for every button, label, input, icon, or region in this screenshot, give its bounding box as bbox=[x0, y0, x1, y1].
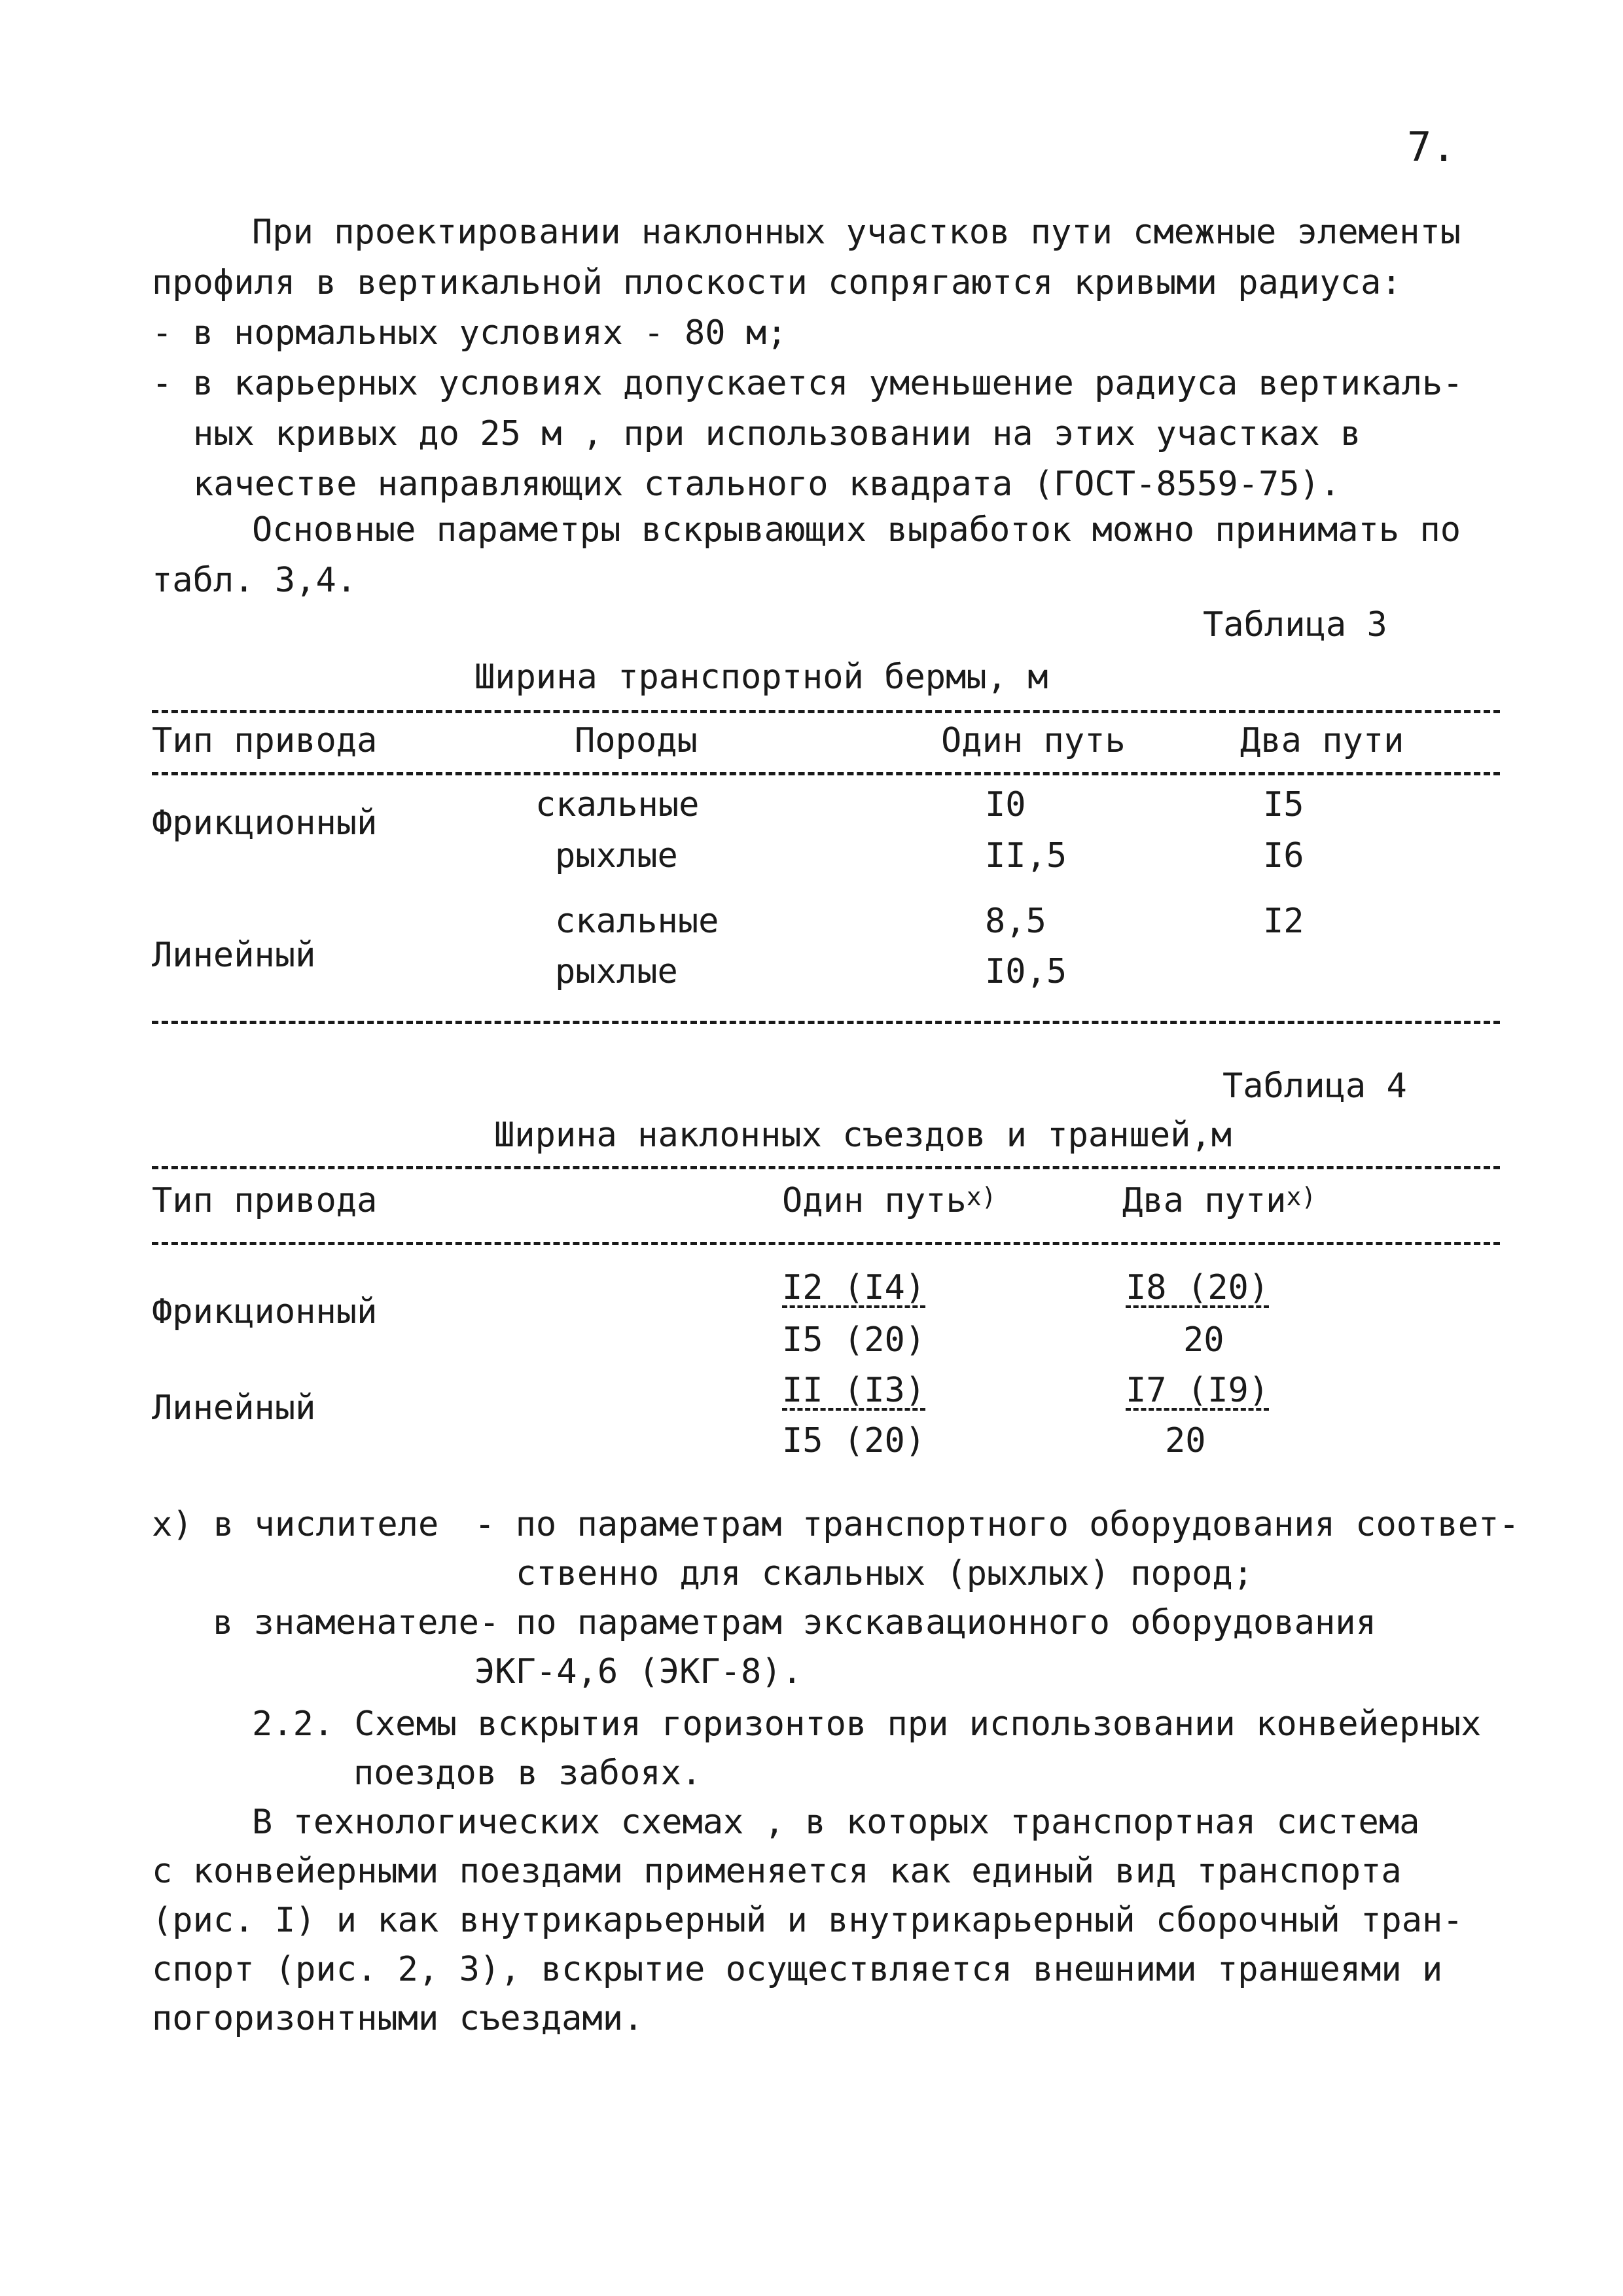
section-para-line-5: погоризонтными съездами. bbox=[152, 1999, 644, 2038]
table4-header-drive: Тип привода bbox=[152, 1181, 378, 1220]
table3-cell-rock: скальные bbox=[555, 902, 719, 941]
section-para-line-3: (рис. I) и как внутрикарьерный и внутрикарьерный сборочный тран- bbox=[152, 1901, 1463, 1940]
table4-two-denominator: 20 bbox=[1183, 1320, 1224, 1360]
intro-bullet-2-line-2: ных кривых до 25 м , при использовании на этих участках в bbox=[193, 414, 1361, 453]
table3-cell-two: I5 bbox=[1263, 785, 1304, 824]
table4-top-rule bbox=[152, 1166, 1500, 1169]
table3-drive-linear: Линейный bbox=[152, 936, 316, 975]
table3-drive-friction: Фрикционный bbox=[152, 804, 378, 843]
section-heading-line-2: поездов в забоях. bbox=[353, 1754, 702, 1793]
table4-label: Таблица 4 bbox=[1222, 1067, 1407, 1106]
table3-header-drive: Тип привода bbox=[152, 721, 378, 760]
intro-bullet-2-line-1: - в карьерных условиях допускается уменьшение радиуса вертикаль- bbox=[152, 364, 1463, 403]
footnote-mark: x) bbox=[1286, 1182, 1317, 1211]
table3-title: Ширина транспортной бермы, м bbox=[474, 658, 1048, 697]
table4-one-numerator: II (I3) bbox=[782, 1371, 926, 1410]
intro-para-2-line-1: Основные параметры вскрывающих выработок можно принимать по bbox=[252, 510, 1461, 550]
page-number: 7. bbox=[1407, 123, 1456, 171]
footnote-numerator-line-2: ственно для скальных (рыхлых) пород; bbox=[516, 1554, 1254, 1593]
table4-two-numerator: I7 (I9) bbox=[1126, 1371, 1270, 1410]
table4-drive-friction: Фрикционный bbox=[152, 1292, 378, 1332]
table3-cell-one: I0 bbox=[985, 785, 1026, 824]
section-para-line-2: с конвейерными поездами применяется как единый вид транспорта bbox=[152, 1852, 1402, 1891]
table3-top-rule bbox=[152, 710, 1500, 713]
table3-header-one-track: Один путь bbox=[941, 721, 1126, 760]
table3-cell-one: II,5 bbox=[985, 836, 1067, 875]
table3-cell-rock: скальные bbox=[535, 785, 700, 824]
section-heading-line-1: 2.2. Схемы вскрытия горизонтов при использовании конвейерных bbox=[252, 1704, 1482, 1744]
section-para-line-1: В технологических схемах , в которых транспортная система bbox=[252, 1803, 1420, 1842]
table3-label: Таблица 3 bbox=[1203, 605, 1387, 645]
footnote-denominator-line-2: ЭКГ-4,6 (ЭКГ-8). bbox=[474, 1652, 802, 1691]
table4-one-denominator: I5 (20) bbox=[782, 1421, 926, 1460]
table3-cell-one: I0,5 bbox=[985, 952, 1067, 991]
table4-header-two-tracks: Два пути$^{x)}$ bbox=[1122, 1181, 1317, 1220]
section-para-line-4: спорт (рис. 2, 3), вскрытие осуществляется внешними траншеями и bbox=[152, 1950, 1443, 1989]
table4-one-denominator: I5 (20) bbox=[782, 1320, 926, 1360]
table3-header-two-tracks: Два пути bbox=[1240, 721, 1404, 760]
footnote-mark-label: x) в числителе bbox=[152, 1505, 439, 1544]
intro-bullet-2-line-3: качестве направляющих стального квадрата (ГОСТ-8559-75). bbox=[193, 465, 1341, 504]
table4-header-one-track: Один путь$^{x)}$ bbox=[782, 1181, 997, 1220]
table3-cell-rock: рыхлые bbox=[555, 836, 678, 875]
footnote-numerator-line-1: - по параметрам транспортного оборудования соответ- bbox=[474, 1505, 1520, 1544]
table4-header-rule bbox=[152, 1242, 1500, 1245]
table3-cell-two: I2 bbox=[1263, 902, 1304, 941]
intro-line-1: При проектировании наклонных участков пути смежные элементы bbox=[252, 213, 1461, 252]
table3-header-rock: Породы bbox=[575, 721, 698, 760]
intro-bullet-1: - в нормальных условиях - 80 м; bbox=[152, 313, 787, 353]
table3-bottom-rule bbox=[152, 1021, 1500, 1024]
table3-header-rule bbox=[152, 772, 1500, 775]
intro-para-2-line-2: табл. 3,4. bbox=[152, 561, 357, 600]
table3-cell-two: I6 bbox=[1263, 836, 1304, 875]
footnote-denominator-label: в знаменателе- bbox=[213, 1603, 500, 1642]
table4-one-numerator: I2 (I4) bbox=[782, 1268, 926, 1307]
table3-cell-one: 8,5 bbox=[985, 902, 1046, 941]
table4-title: Ширина наклонных съездов и траншей,м bbox=[494, 1116, 1232, 1155]
footnote-mark: x) bbox=[966, 1182, 997, 1211]
table4-two-numerator: I8 (20) bbox=[1126, 1268, 1270, 1307]
table4-two-denominator: 20 bbox=[1165, 1421, 1206, 1460]
table4-drive-linear: Линейный bbox=[152, 1388, 316, 1428]
footnote-denominator-line-1: по параметрам экскавационного оборудования bbox=[516, 1603, 1376, 1642]
table3-cell-rock: рыхлые bbox=[555, 952, 678, 991]
intro-line-2: профиля в вертикальной плоскости сопрягаются кривыми радиуса: bbox=[152, 263, 1402, 302]
